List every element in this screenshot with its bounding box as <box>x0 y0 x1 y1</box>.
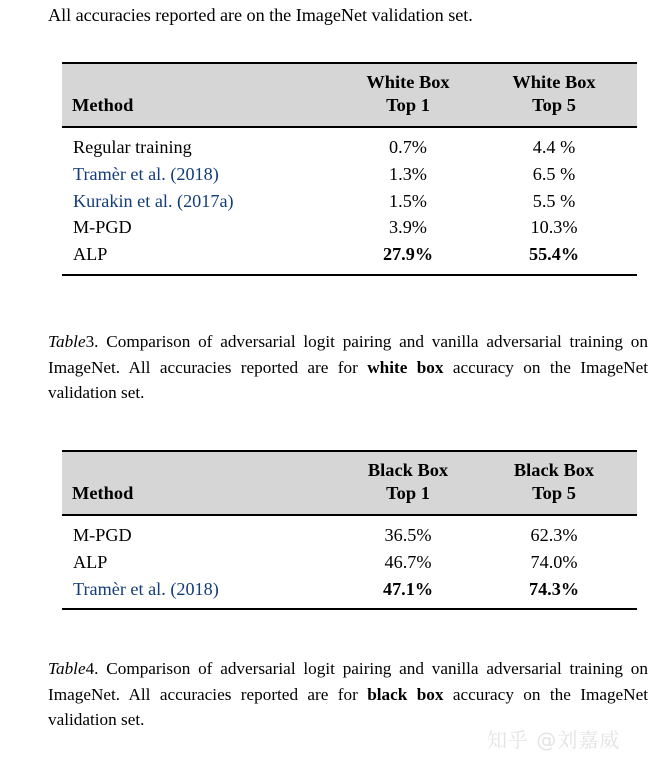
table-3-caption-part1: Comparison of adversarial logit pairing and vanilla adversarial training on ImageNet. All accuracies reported are for <box>48 332 648 377</box>
table-row <box>62 161 637 188</box>
table-4-body <box>62 515 637 609</box>
table-3-row0-method: Regular training <box>73 137 192 157</box>
table-3-col-top1-line1: White Box <box>366 72 450 92</box>
table-4-header <box>62 451 637 515</box>
table-3-row2-top1: 1.5% <box>389 190 427 211</box>
table-3-row4-top5: 55.4% <box>528 244 579 265</box>
table-4-caption-number: 4. <box>85 659 99 678</box>
table-3-row3-method: M-PGD <box>73 217 132 238</box>
table-4-row2-top5: 74.3% <box>528 578 579 599</box>
table-4-row0-top1: 36.5% <box>384 525 432 545</box>
table-3-row4-top1: 27.9% <box>382 244 433 265</box>
table-3 <box>62 62 637 276</box>
table-4-caption-part1: Comparison of adversarial logit pairing and vanilla adversarial training on ImageNet. All accuracies reported are for <box>48 659 648 704</box>
table-4-row2-method[interactable]: Tramèr et al. (2018) <box>73 578 219 599</box>
table-3-row4-method: ALP <box>73 244 108 265</box>
table-3-row1-top1: 1.3% <box>389 163 427 184</box>
table-4-caption-emphasis: black box <box>367 684 444 704</box>
table-3-row3-top5: 10.3% <box>530 217 578 238</box>
table-4-col-top5-line2: Top 5 <box>532 483 576 503</box>
table-4-col-method-line2: Method <box>72 483 134 503</box>
table-3-row1-method[interactable]: Tramèr et al. (2018) <box>73 163 219 184</box>
table-4-col-top5 <box>491 451 637 515</box>
table-4-caption-part2: accuracy on the ImageNet validation set. <box>48 684 649 730</box>
table-3-col-top1 <box>345 63 491 127</box>
table-3-row3-top1: 3.9% <box>389 217 427 238</box>
table-3-row0-top1: 0.7% <box>389 137 427 157</box>
table-3-col-top1-line2: Top 1 <box>386 95 430 115</box>
table-row <box>62 549 637 576</box>
table-4 <box>62 450 637 610</box>
table-4-header-row <box>62 451 637 515</box>
table-3-col-top5-line1: White Box <box>512 72 596 92</box>
table-3-col-top5-line2: Top 5 <box>532 95 576 115</box>
table-4-row0-method: M-PGD <box>73 525 132 545</box>
table-3-row2-method[interactable]: Kurakin et al. (2017a) <box>73 190 234 211</box>
table-4-col-top5-line1: Black Box <box>513 460 595 480</box>
table-3-caption-label: Table <box>48 332 86 351</box>
table-4-col-top1-line2: Top 1 <box>386 483 430 503</box>
intro-sentence: All accuracies reported are on the ImageNet validation set. <box>48 5 473 25</box>
watermark: 知乎 @刘嘉威 <box>487 728 621 752</box>
table-4-col-top1-line1: Black Box <box>367 460 449 480</box>
table-4-row1-method: ALP <box>73 551 108 572</box>
table-4-col-method <box>62 451 345 515</box>
table-3-caption-part2: accuracy on the ImageNet validation set. <box>48 357 648 403</box>
table-4-caption-label: Table <box>48 659 86 678</box>
table-3-body <box>62 127 637 275</box>
table-row <box>62 576 637 609</box>
table-row <box>62 188 637 215</box>
table-row <box>62 127 637 161</box>
table-4-row1-top5: 74.0% <box>530 551 578 572</box>
table-3-row0-top5: 4.4 % <box>532 137 576 157</box>
table-3-caption-emphasis: white box <box>367 357 444 377</box>
table-4-row0-top5: 62.3% <box>530 525 578 545</box>
table-row <box>62 215 637 242</box>
table-3-header <box>62 63 637 127</box>
table-3-header-row <box>62 63 637 127</box>
table-4-row1-top1: 46.7% <box>384 551 432 572</box>
table-row <box>62 515 637 549</box>
table-3-col-top5 <box>491 63 637 127</box>
table-3-col-method-line2: Method <box>72 95 134 115</box>
table-4-caption <box>48 656 648 733</box>
table-3-caption-number: 3. <box>85 332 99 351</box>
table-3-row1-top5: 6.5 % <box>532 163 576 184</box>
table-3-container <box>62 62 637 276</box>
table-4-row2-top1: 47.1% <box>382 578 433 599</box>
table-4-col-top1 <box>345 451 491 515</box>
table-3-col-method <box>62 63 345 127</box>
table-row <box>62 242 637 275</box>
table-3-row2-top5: 5.5 % <box>532 190 576 211</box>
table-3-caption <box>48 329 648 406</box>
table-4-container <box>62 450 637 610</box>
